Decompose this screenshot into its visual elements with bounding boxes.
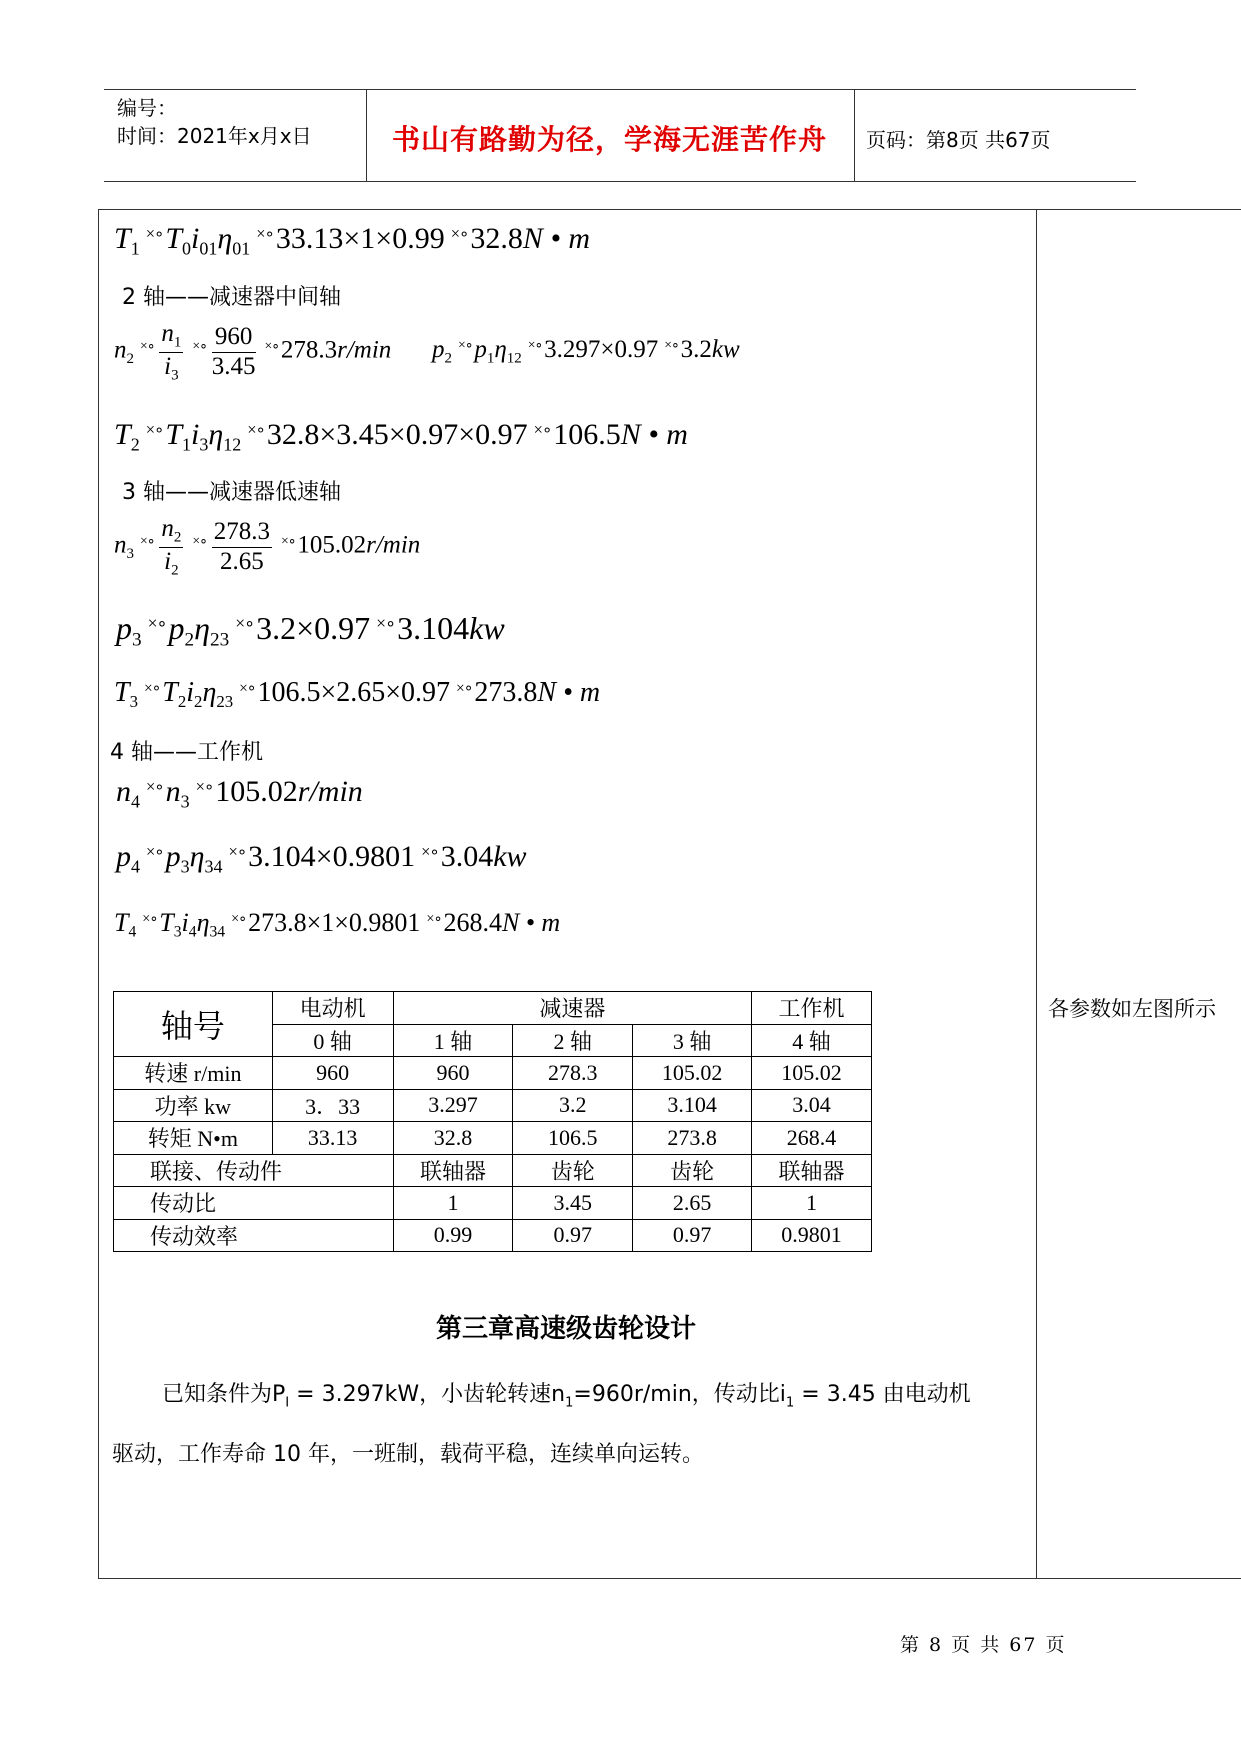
table-cell: 1 [752,1187,872,1220]
header-page-label: 页码：第8页 共67页 [866,128,1051,152]
equation-p3: $p_3^{\times\circ}p_2\eta_{23}^{\times\circ}3.2\times 0.97$ ×∘3.104kw [116,610,505,651]
table-cell: 3.297 [393,1089,513,1122]
table-cell: 齿轮 [633,1154,752,1187]
header-motto: 书山有路勤为径，学海无涯苦作舟 [392,123,828,156]
shaft-header: 2 轴 [513,1024,633,1057]
table-cell: 联轴器 [393,1154,513,1187]
table-row [114,1122,872,1155]
fraction-n1-i3: $\frac{n_1}{i_3}$ [161,320,182,383]
paragraph-line-1: 已知条件为$P_I = 3.297kW$，小齿轮转速$n_1=960r/\min$，传动比$i_1 = 3.45$ 由电动机 [162,1382,971,1411]
header-top-rule [104,89,1136,90]
axis-header: 轴号 [114,992,273,1057]
table-cell: 278.3 [513,1057,633,1090]
equation-t2: $T_2^{\times\circ}T_1i_3\eta_{12}^{\times\circ}32.8\times 3.45\times 0.97\times 0.97$ ×∘106.5N • m [114,418,688,455]
table-cell: 2.65 [633,1187,752,1220]
header-divider-left [366,89,367,181]
table-cell: 105.02 [752,1057,872,1090]
group-header: 工作机 [752,992,872,1025]
group-header: 减速器 [393,992,752,1025]
table-cell: 960 [393,1057,513,1090]
section-shaft4: 4 轴——工作机 [110,740,263,765]
table-cell: 32.8 [393,1122,513,1155]
table-cell: 3.45 [513,1187,633,1220]
table-cell: 0.99 [393,1219,513,1252]
fraction-2783-265: $\frac{278.3}{2.65}$ [213,517,270,575]
paragraph-line-2: 驱动，工作寿命 10 年，一班制，载荷平稳，连续单向运转。 [112,1442,704,1467]
shaft-header: 4 轴 [752,1024,872,1057]
equation-n4: $n_4^{\times\circ}n_3^{\times\circ}105.02r/\min$ [116,775,363,812]
header-bottom-rule [104,181,1136,182]
table-cell: 0.97 [513,1219,633,1252]
equation-t4: $T_4^{\times\circ}T_3i_4\eta_{34}^{\times\circ}273.8\times 1\times 0.9801$ ×∘268.4N • m [114,908,561,941]
table-cell: 33.13 [272,1122,393,1155]
fraction-n2-i2: $\frac{n_2}{i_2}$ [161,515,182,578]
table-cell: 3.2 [513,1089,633,1122]
table-cell: 105.02 [633,1057,752,1090]
row-label: 功率 kw [114,1089,273,1122]
parameter-table [113,991,872,1252]
table-cell: 联轴器 [752,1154,872,1187]
equation-t1: $T_1^{\times\circ}T_0i_{01}\eta_{01}^{\times\circ}33.13\times 1\times 0.99$ ×∘32.8N • m [114,222,591,259]
section-shaft3: 3 轴——减速器低速轴 [122,480,341,505]
page-footer: 第 8 页 共 67 页 [900,1634,1067,1656]
table-row [114,1154,872,1187]
row-label: 传动比 [114,1187,394,1220]
side-note: 各参数如左图所示 [1048,997,1216,1021]
table-row [114,1089,872,1122]
table-cell: 0.97 [633,1219,752,1252]
table-cell: 106.5 [513,1122,633,1155]
content-box-top [98,209,1241,210]
table-cell: 3.04 [752,1089,872,1122]
fraction-960-345: $\frac{960}{3.45}$ [211,322,256,380]
content-box-divider [1036,209,1037,1578]
content-box-bottom [98,1578,1241,1579]
section-shaft2: 2 轴——减速器中间轴 [122,285,341,310]
table-row [114,1057,872,1090]
equation-t3: $T_3^{\times\circ}T_2i_2\eta_{23}^{\times\circ}106.5\times 2.65\times 0.97$ ×∘273.8N • m [114,677,601,711]
table-cell: 1 [393,1187,513,1220]
row-label: 转速 r/min [114,1057,273,1090]
table-cell: 960 [272,1057,393,1090]
table-cell: 齿轮 [513,1154,633,1187]
shaft-header: 1 轴 [393,1024,513,1057]
equation-n3: $n_3^{\times\circ}$ $\frac{n_2}{i_2}$ ×∘ $\frac{278.3}{2.65}$ ×∘105.02r/min [114,515,421,578]
row-label: 联接、传动件 [114,1154,394,1187]
table-row [114,1219,872,1252]
shaft-header: 0 轴 [272,1024,393,1057]
header-divider-right [854,89,855,181]
equation-n2: $n_2^{\times\circ}$ $\frac{n_1}{i_3}$ ×∘ $\frac{960}{3.45}$ ×∘278.3r/min [114,320,392,383]
row-label: 传动效率 [114,1219,394,1252]
equation-p2: $p_2^{\times\circ}p_1\eta_{12}^{\times\circ}3.297\times 0.97$ ×∘3.2kw [432,336,740,367]
table-row [114,1187,872,1220]
table-cell: 3．33 [272,1089,393,1122]
chapter-title: 第三章高速级齿轮设计 [435,1314,696,1344]
table-cell: 273.8 [633,1122,752,1155]
table-cell: 0.9801 [752,1219,872,1252]
row-label: 转矩 N•m [114,1122,273,1155]
shaft-header: 3 轴 [633,1024,752,1057]
table-cell: 268.4 [752,1122,872,1155]
table-cell: 3.104 [633,1089,752,1122]
equation-p4: $p_4^{\times\circ}p_3\eta_{34}^{\times\circ}3.104\times 0.9801$ ×∘3.04kw [116,840,527,877]
doc-time-label: 时间：2021年x月x日 [117,124,312,148]
doc-number-label: 编号： [117,96,177,120]
table-row [114,992,872,1025]
group-header: 电动机 [272,992,393,1025]
content-box-left [98,209,99,1578]
